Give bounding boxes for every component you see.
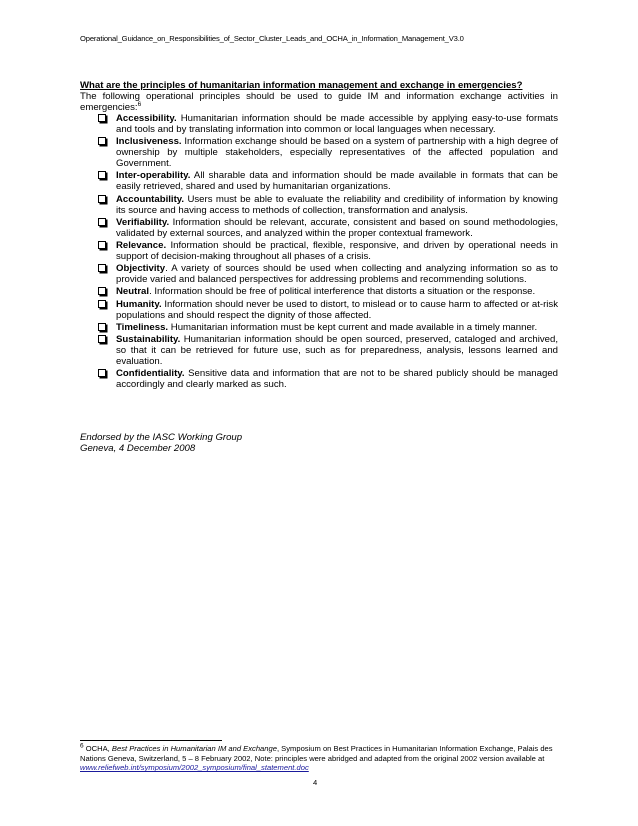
principle-verifiability (80, 217, 558, 239)
checkbox-icon (98, 264, 106, 272)
section-title: What are the principles of humanitarian information management and exchange in emergencies? (80, 80, 523, 91)
principles-list (80, 113, 558, 390)
principle-relevance (80, 240, 558, 262)
principle-text: Sensitive data and information that are not to be shared publicly should be managed accordingly and clearly marked as such. (116, 368, 558, 391)
principle-name: Accessibility. (116, 113, 177, 124)
principle-name: Confidentiality. (116, 368, 185, 380)
principle-humanity (80, 299, 558, 321)
principle-confidentiality (80, 368, 558, 390)
principle-accessibility (80, 113, 558, 135)
principle-text: Humanitarian information must be kept current and made available in a timely manner. (168, 321, 538, 333)
principle-name: Objectivity (116, 263, 166, 275)
principle-text: All sharable data and information should be made available in formats that can be easily retrieved, shared and used by humanitarian organizations. (116, 170, 558, 193)
document-body (80, 80, 558, 391)
page-number: 4 (313, 778, 318, 787)
checkbox-icon (98, 195, 106, 203)
principle-name: Inclusiveness. (116, 136, 182, 148)
principle-accountability (80, 194, 558, 216)
principle-sustainability (80, 334, 558, 367)
principle-inclusiveness (80, 136, 558, 169)
principle-text: Information should never be used to distort, to mislead or to cause harm to affected or at-risk populations and should respect the dignity of those affected. (116, 298, 558, 321)
principle-name: Relevance. (116, 239, 167, 251)
endorsement-line: Endorsed by the IASC Working Group (80, 432, 243, 443)
checkbox-icon (98, 114, 106, 122)
checkbox-icon (98, 369, 106, 377)
principle-name: Inter-operability. (116, 170, 191, 182)
principle-text: . Information should be free of political interference that distorts a situation or the response. (149, 286, 536, 298)
principle-text: Humanitarian information should be made accessible by applying easy-to-use formats and tools and by translating information into common or local languages when necessary. (116, 113, 558, 135)
principle-timeliness (80, 322, 558, 333)
principle-text: . A variety of sources should be used when collecting and analyzing information so as to provide varied and balanced perspectives for addressing problems and recommending solutions. (116, 263, 558, 286)
checkbox-icon (98, 335, 106, 343)
checkbox-icon (98, 287, 106, 295)
principle-text: Information exchange should be based on a system of partnership with a high degree of ownership by multiple stakeholders, especially representatives of the affected population and Government. (116, 136, 558, 170)
principle-name: Sustainability. (116, 333, 181, 345)
principle-name: Neutral (116, 286, 150, 298)
principle-name: Accountability. (116, 193, 185, 205)
footnote-prefix: OCHA, (83, 744, 112, 753)
principle-name: Verifiability. (116, 216, 170, 228)
checkbox-icon (98, 137, 106, 145)
principle-inter-operability (80, 170, 558, 192)
endorsement-block (80, 432, 242, 454)
running-header: Operational_Guidance_on_Responsibilities_of_Sector_Cluster_Leads_and_OCHA_in_Information_Management_V3.0 (80, 34, 464, 43)
principle-neutral (80, 286, 558, 297)
principle-text: Humanitarian information should be open sourced, preserved, cataloged and archived, so that it can be retrieved for future use, such as for preparedness, analysis, lessons learned and evaluation. (116, 333, 558, 367)
footnote-body: , Symposium on Best Practices in Humanitarian Information Exchange, Palais des Nations Geneva, Switzerland, 5 – 8 February 2002, Note: principles were abridged and adapted from the original 2002 version available at (80, 744, 553, 763)
footnote-reference: 6 (137, 100, 142, 108)
checkbox-icon (98, 171, 106, 179)
checkbox-icon (98, 300, 106, 308)
footnote-number: 6 (80, 742, 84, 750)
checkbox-icon (98, 218, 106, 226)
principle-text: Information should be relevant, accurate, consistent and based on sound methodologies, validated by external sources, and analyzed within the proper contextual framework. (116, 216, 558, 239)
principle-name: Humanity. (116, 298, 162, 310)
intro-text: The following operational principles should be used to guide IM and information exchange activities in emergencies: (80, 91, 558, 113)
footnote (80, 744, 560, 773)
principle-name: Timeliness. (116, 321, 169, 333)
principle-text: Information should be practical, flexible, responsive, and driven by operational needs in support of decision-making throughout all phases of a crisis. (116, 239, 558, 262)
footnote-source-title: Best Practices in Humanitarian IM and Exchange (111, 744, 277, 753)
checkbox-icon (98, 241, 106, 249)
principle-objectivity (80, 263, 558, 285)
checkbox-icon (98, 323, 106, 331)
endorsement-date: Geneva, 4 December 2008 (80, 443, 196, 454)
footnote-link[interactable]: www.reliefweb.int/symposium/2002_symposium/final_statement.doc (80, 763, 309, 773)
footnote-separator (80, 740, 222, 741)
principle-text: Users must be able to evaluate the reliability and credibility of information by knowing its source and having access to methods of collection, transformation and analysis. (116, 193, 558, 216)
intro-paragraph (80, 91, 558, 113)
